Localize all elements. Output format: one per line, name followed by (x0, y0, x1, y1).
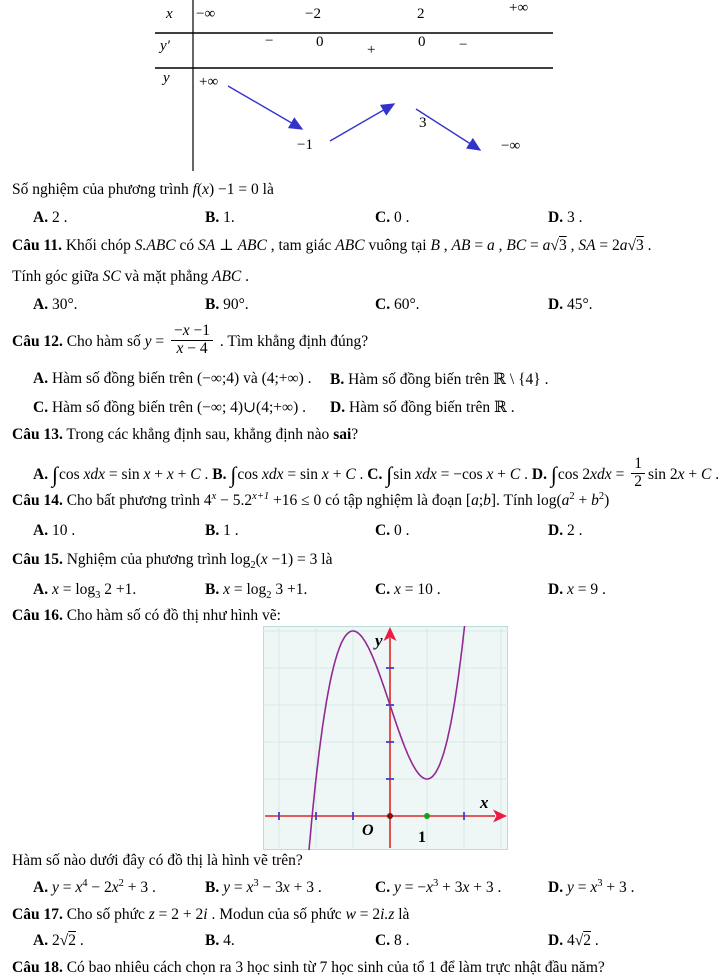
text-segment: là (394, 906, 410, 923)
text-segment: . (520, 465, 532, 483)
q11-option-c (375, 296, 420, 314)
table-y-max-value: 3 (419, 115, 427, 131)
text-segment: Câu 16. (12, 607, 63, 624)
text-segment: , tam giác (266, 237, 336, 254)
text-segment: A. (33, 209, 49, 226)
text-segment: i.z (380, 906, 395, 923)
q13-options-row (33, 455, 720, 492)
text-segment: √ (574, 932, 584, 949)
table-yprime-sign-1: − (265, 33, 274, 49)
text-segment: +16 ≤ 0 có tập nghiệm là đoạn [ (269, 492, 472, 509)
q15-option-c (375, 581, 441, 599)
text-segment: 3 (253, 878, 259, 889)
text-segment: và mặt phẳng (120, 268, 212, 285)
text-segment: Câu 11. (12, 237, 62, 254)
text-segment: ∫ (550, 461, 557, 487)
text-segment: Trong các khẳng định sau, khẳng định nào (62, 426, 334, 443)
text-segment: + (684, 465, 702, 483)
text-segment: . (200, 465, 213, 483)
text-segment: + 3 . (602, 879, 635, 896)
text-segment: 4 (82, 878, 88, 889)
text-segment: = sin (105, 465, 144, 483)
text-segment: D. (548, 932, 564, 949)
text-segment: C. (375, 296, 391, 313)
text-segment: 2 (250, 560, 256, 571)
text-segment: = 10 . (400, 581, 441, 598)
text-segment: Khối chóp (61, 237, 135, 254)
text-segment: 1 (634, 455, 642, 472)
text-segment: x (246, 879, 254, 896)
unit-point-dot (424, 813, 430, 819)
x-axis-label: x (480, 793, 489, 812)
text-segment: 2 (583, 932, 591, 949)
text-segment: A. (33, 296, 49, 313)
text-segment: C. (33, 399, 49, 416)
text-segment: x (282, 879, 290, 896)
q10-option-c (375, 209, 409, 227)
text-segment: là (258, 181, 274, 198)
text-segment: . (241, 268, 250, 285)
text-segment: − (174, 322, 183, 339)
text-segment: + 3 . (469, 879, 502, 896)
text-segment: cos (58, 465, 84, 483)
text-segment: A. (33, 932, 49, 949)
text-segment: B. (330, 371, 345, 388)
text-segment: x (393, 581, 401, 598)
fraction (171, 323, 213, 357)
text-segment: 2 . (48, 209, 68, 226)
text-segment: x (111, 879, 119, 896)
text-segment: C. (375, 209, 391, 226)
text-segment: 2 (634, 472, 642, 490)
text-segment: ? (351, 426, 359, 443)
text-segment: Cho bất phương trình 4 (62, 492, 212, 509)
table-x-label: x (166, 6, 173, 22)
text-segment: 10 . (48, 522, 76, 539)
text-segment: x (182, 322, 190, 339)
text-segment: x (143, 465, 151, 483)
table-x-neg-inf: −∞ (196, 6, 216, 22)
q17-stem (12, 906, 409, 924)
q17-option-c (375, 932, 409, 950)
text-segment: ]. Tính log( (490, 492, 562, 509)
text-segment: C. (367, 465, 387, 483)
text-segment: √ (59, 932, 69, 949)
text-segment: B. (212, 465, 231, 483)
text-segment: Câu 17. (12, 906, 63, 923)
text-segment: z (148, 906, 155, 923)
text-segment: = (611, 465, 629, 483)
q16-stem (12, 607, 281, 625)
text-segment: b (483, 492, 491, 509)
text-segment: x (202, 181, 209, 198)
q10-stem (12, 181, 274, 199)
q10-option-a (33, 209, 67, 227)
text-segment: Hàm số đồng biến trên (−∞; 4)∪(4;+∞) . (48, 399, 306, 416)
text-segment: y (393, 879, 401, 896)
text-segment: x (486, 465, 494, 483)
q14-option-a (33, 522, 75, 540)
q11-option-a (33, 296, 78, 314)
text-segment: , (439, 237, 452, 254)
text-segment: D. (330, 399, 346, 416)
text-segment: có (175, 237, 199, 254)
text-segment: w (345, 906, 356, 923)
q11-option-d (548, 296, 593, 314)
text-segment: . (75, 932, 84, 949)
q16-option-c (375, 878, 501, 897)
text-segment: 2 +1. (100, 581, 137, 598)
text-segment: x (166, 465, 174, 483)
text-segment: − 2 (87, 879, 112, 896)
text-segment: 4 (563, 932, 575, 949)
text-segment: 3 (597, 878, 603, 889)
text-segment: = (470, 237, 487, 254)
text-segment: = 2 (595, 237, 620, 254)
text-segment: ( (196, 181, 203, 198)
text-segment: 30°. (48, 296, 78, 313)
text-segment: ( (255, 551, 261, 568)
q16-option-d (548, 878, 634, 897)
text-segment: + (493, 465, 510, 483)
text-segment: . (355, 465, 368, 483)
text-segment: Hàm số đồng biến trên (−∞;4) và (4;+∞) . (48, 370, 312, 387)
text-segment: − 5.2 (216, 492, 253, 509)
text-segment: 60°. (390, 296, 420, 313)
text-segment: = log (58, 581, 96, 598)
text-segment: y (51, 879, 59, 896)
text-segment: B. (205, 879, 220, 896)
text-segment: 1 . (219, 522, 239, 539)
text-segment: , (494, 237, 507, 254)
text-segment: Số nghiệm của phương trình (12, 181, 193, 198)
text-segment: −1) = 3 là (267, 551, 333, 568)
text-segment: ABC (211, 268, 242, 285)
q14-option-c (375, 522, 409, 540)
text-segment: f (192, 181, 197, 198)
text-segment: Tính góc giữa (12, 268, 103, 285)
text-segment: a (471, 492, 479, 509)
text-segment: ABC (237, 237, 267, 254)
text-segment: x (321, 465, 329, 483)
text-segment: ABC (335, 237, 365, 254)
text-segment: 0 . (390, 209, 410, 226)
text-segment: x (51, 581, 59, 598)
q11-stem-line2 (12, 268, 249, 286)
text-segment: a (486, 237, 495, 254)
text-segment: = (573, 879, 591, 896)
q10-option-b (205, 209, 235, 227)
text-segment: xdx (83, 465, 106, 483)
text-segment: a (619, 237, 628, 254)
text-segment: = log (229, 581, 267, 598)
text-segment: sin (393, 465, 416, 483)
text-segment: C. (375, 932, 391, 949)
q14-option-d (548, 522, 582, 540)
text-segment: 2 (68, 932, 76, 949)
text-segment: 2 (569, 491, 575, 502)
text-segment: i (203, 906, 208, 923)
text-segment: − 4 (183, 339, 208, 357)
q18-stem (12, 959, 605, 977)
text-segment: D. (548, 296, 564, 313)
text-segment: 90°. (219, 296, 249, 313)
q15-option-d (548, 581, 606, 599)
text-segment: SC (102, 268, 121, 285)
text-segment: x (426, 879, 433, 896)
monotonic-arrow-down-1 (228, 86, 302, 129)
text-segment: B (430, 237, 440, 254)
text-segment: ⊥ (215, 237, 238, 254)
text-segment: = sin (283, 465, 322, 483)
text-segment: D. (548, 522, 564, 539)
table-yprime-sign-3: − (459, 37, 468, 53)
text-segment: D. (548, 879, 564, 896)
table-yprime-zero-1: 0 (316, 34, 324, 50)
q11-stem-line1 (12, 236, 652, 255)
text-segment: + (328, 465, 346, 483)
text-segment: = 2 (355, 906, 381, 923)
text-segment: x (462, 879, 470, 896)
text-segment: = (526, 237, 543, 254)
text-segment: Hàm số đồng biến trên ℝ . (345, 399, 515, 416)
q11-option-b (205, 296, 249, 314)
origin-dot (387, 813, 393, 819)
text-segment: vuông tại (364, 237, 431, 254)
text-segment: A. (33, 465, 52, 483)
text-segment: 2 (598, 491, 605, 502)
q14-option-b (205, 522, 239, 540)
text-segment: xdx (415, 465, 437, 483)
text-segment: 8 . (390, 932, 410, 949)
text-segment: C (509, 465, 521, 483)
text-segment: = (229, 879, 247, 896)
text-segment: . (711, 465, 720, 483)
q12-option-b (330, 370, 548, 389)
text-segment: Hàm số đồng biến trên ℝ \ {4} . (344, 371, 549, 388)
text-segment: + (150, 465, 167, 483)
text-segment: − 3 (258, 879, 283, 896)
text-segment: = (151, 332, 169, 350)
text-segment: −1 (189, 322, 211, 339)
text-segment: √ (550, 237, 559, 254)
text-segment: b (591, 492, 599, 509)
text-segment: + 3 (438, 879, 463, 896)
text-segment: Hàm số nào dưới đây có đồ thị là hình vẽ trên? (12, 852, 303, 869)
text-segment: 4. (219, 932, 235, 949)
text-segment: ∫ (230, 461, 237, 487)
text-segment: x+1 (252, 491, 270, 502)
text-segment: Câu 13. (12, 426, 63, 443)
text-segment: Cho hàm số có đồ thị như hình vẽ: (62, 607, 281, 624)
text-segment: = − (400, 879, 427, 896)
text-segment: = −cos (436, 465, 487, 483)
text-segment: . Modun của số phức (207, 906, 346, 923)
text-segment: 3 (558, 237, 567, 254)
text-segment: x (260, 551, 268, 568)
table-x-pos-inf: +∞ (509, 0, 529, 16)
text-segment: + (574, 492, 592, 509)
text-segment: SA (198, 237, 216, 254)
text-segment: Câu 18. (12, 959, 63, 976)
q13-stem (12, 426, 358, 444)
text-segment: ∫ (386, 461, 393, 487)
q12-option-c (33, 398, 306, 417)
table-yprime-label: y′ (160, 38, 170, 54)
text-segment: a (561, 492, 570, 509)
table-y-label: y (163, 70, 170, 86)
text-segment: = (58, 879, 76, 896)
text-segment: A. (33, 370, 49, 387)
text-segment: Có bao nhiêu cách chọn ra 3 học sinh từ 7 học sinh của tổ 1 để làm trực nhật đầu năm? (62, 959, 605, 976)
text-segment: D. (531, 465, 551, 483)
text-segment: 1. (219, 209, 235, 226)
text-segment: 3 (432, 878, 439, 889)
text-segment: ) −1 = 0 (209, 181, 259, 198)
text-segment: y (223, 879, 230, 896)
q17-option-b (205, 932, 235, 950)
text-segment: D. (548, 581, 564, 598)
text-segment: C. (375, 879, 391, 896)
text-segment: 3 (636, 237, 644, 254)
q12-option-a (33, 370, 312, 388)
q12-stem (12, 322, 369, 359)
fraction (631, 456, 645, 490)
monotonic-arrow-up (330, 104, 394, 141)
text-segment: B. (205, 209, 220, 226)
text-segment: A. (33, 879, 49, 896)
q17-option-d (548, 932, 599, 950)
text-segment: , (566, 237, 579, 254)
text-segment: C (701, 465, 712, 483)
text-segment: a (542, 237, 551, 254)
text-segment: BC (506, 237, 527, 254)
text-segment: 2 (48, 932, 60, 949)
text-segment: ) (604, 492, 610, 509)
text-segment: sai (333, 426, 352, 443)
text-segment: SA (578, 237, 596, 254)
table-y-neg-inf: −∞ (501, 138, 521, 154)
text-segment: ∫ (51, 461, 58, 487)
text-segment: cos (237, 465, 262, 483)
text-segment: C. (375, 581, 391, 598)
text-segment: Câu 15. (12, 551, 63, 568)
text-segment: A. (33, 522, 49, 539)
text-segment: Cho số phức (62, 906, 149, 923)
q16-option-a (33, 878, 156, 897)
q15-option-a (33, 581, 136, 601)
table-yprime-zero-2: 0 (418, 34, 426, 50)
text-segment: B. (205, 581, 220, 598)
text-segment: A. (33, 581, 49, 598)
text-segment: B. (205, 296, 220, 313)
text-segment: = 9 . (573, 581, 606, 598)
text-segment: x (223, 581, 230, 598)
text-segment: 2 . (563, 522, 583, 539)
text-segment: 2 (266, 590, 272, 601)
text-segment: x (211, 491, 217, 502)
text-segment: C (345, 465, 356, 483)
text-segment: 2 (118, 878, 124, 889)
q17-option-a (33, 932, 84, 950)
text-segment: . (590, 932, 599, 949)
table-y-pos-inf: +∞ (199, 74, 219, 90)
text-segment: x (677, 465, 685, 483)
text-segment: S.ABC (134, 237, 176, 254)
table-x-plus2: 2 (417, 6, 425, 22)
text-segment: 3 . (563, 209, 583, 226)
text-segment: + (173, 465, 191, 483)
q15-option-b (205, 581, 307, 601)
text-segment: Cho hàm số (62, 332, 145, 350)
text-segment: Câu 14. (12, 492, 63, 509)
text-segment: x (590, 879, 598, 896)
text-segment: 45°. (563, 296, 593, 313)
text-segment: 3 +1. (271, 581, 308, 598)
text-segment: . (643, 237, 652, 254)
variation-table (0, 0, 720, 175)
text-segment: C (190, 465, 201, 483)
table-x-minus2: −2 (305, 6, 321, 22)
text-segment: C. (375, 522, 391, 539)
q10-option-d (548, 209, 582, 227)
text-segment: x (176, 339, 184, 357)
text-segment: 0 . (390, 522, 410, 539)
text-segment: sin 2 (647, 465, 678, 483)
function-graph (263, 626, 508, 850)
text-segment: + 3 . (123, 879, 156, 896)
text-segment: x (75, 879, 83, 896)
table-y-min-value: −1 (297, 137, 313, 153)
text-segment: x (566, 581, 574, 598)
q16-option-b (205, 878, 322, 897)
text-segment: y (144, 332, 152, 350)
text-segment: B. (205, 932, 220, 949)
text-segment: AB (451, 237, 471, 254)
text-segment: 3 (95, 590, 101, 601)
q16-question (12, 852, 303, 870)
text-segment: cos 2 (557, 465, 591, 483)
text-segment: xdx (261, 465, 284, 483)
text-segment: Nghiệm của phương trình log (62, 551, 251, 568)
text-segment: y (566, 879, 574, 896)
text-segment: Câu 12. (12, 332, 63, 350)
text-segment: ; (478, 492, 484, 509)
text-segment: = 2 + 2 (154, 906, 204, 923)
y-axis-label: y (375, 631, 383, 650)
q15-stem (12, 551, 332, 571)
text-segment: + 3 . (289, 879, 322, 896)
q12-option-d (330, 398, 515, 417)
text-segment: . Tìm khẳng định đúng? (216, 332, 369, 350)
unit-label: 1 (418, 829, 426, 846)
table-yprime-sign-2: + (367, 42, 376, 58)
text-segment: xdx (590, 465, 612, 483)
text-segment: D. (548, 209, 564, 226)
text-segment: B. (205, 522, 220, 539)
q14-stem (12, 491, 609, 510)
text-segment: √ (627, 237, 637, 254)
origin-label: O (362, 822, 374, 839)
